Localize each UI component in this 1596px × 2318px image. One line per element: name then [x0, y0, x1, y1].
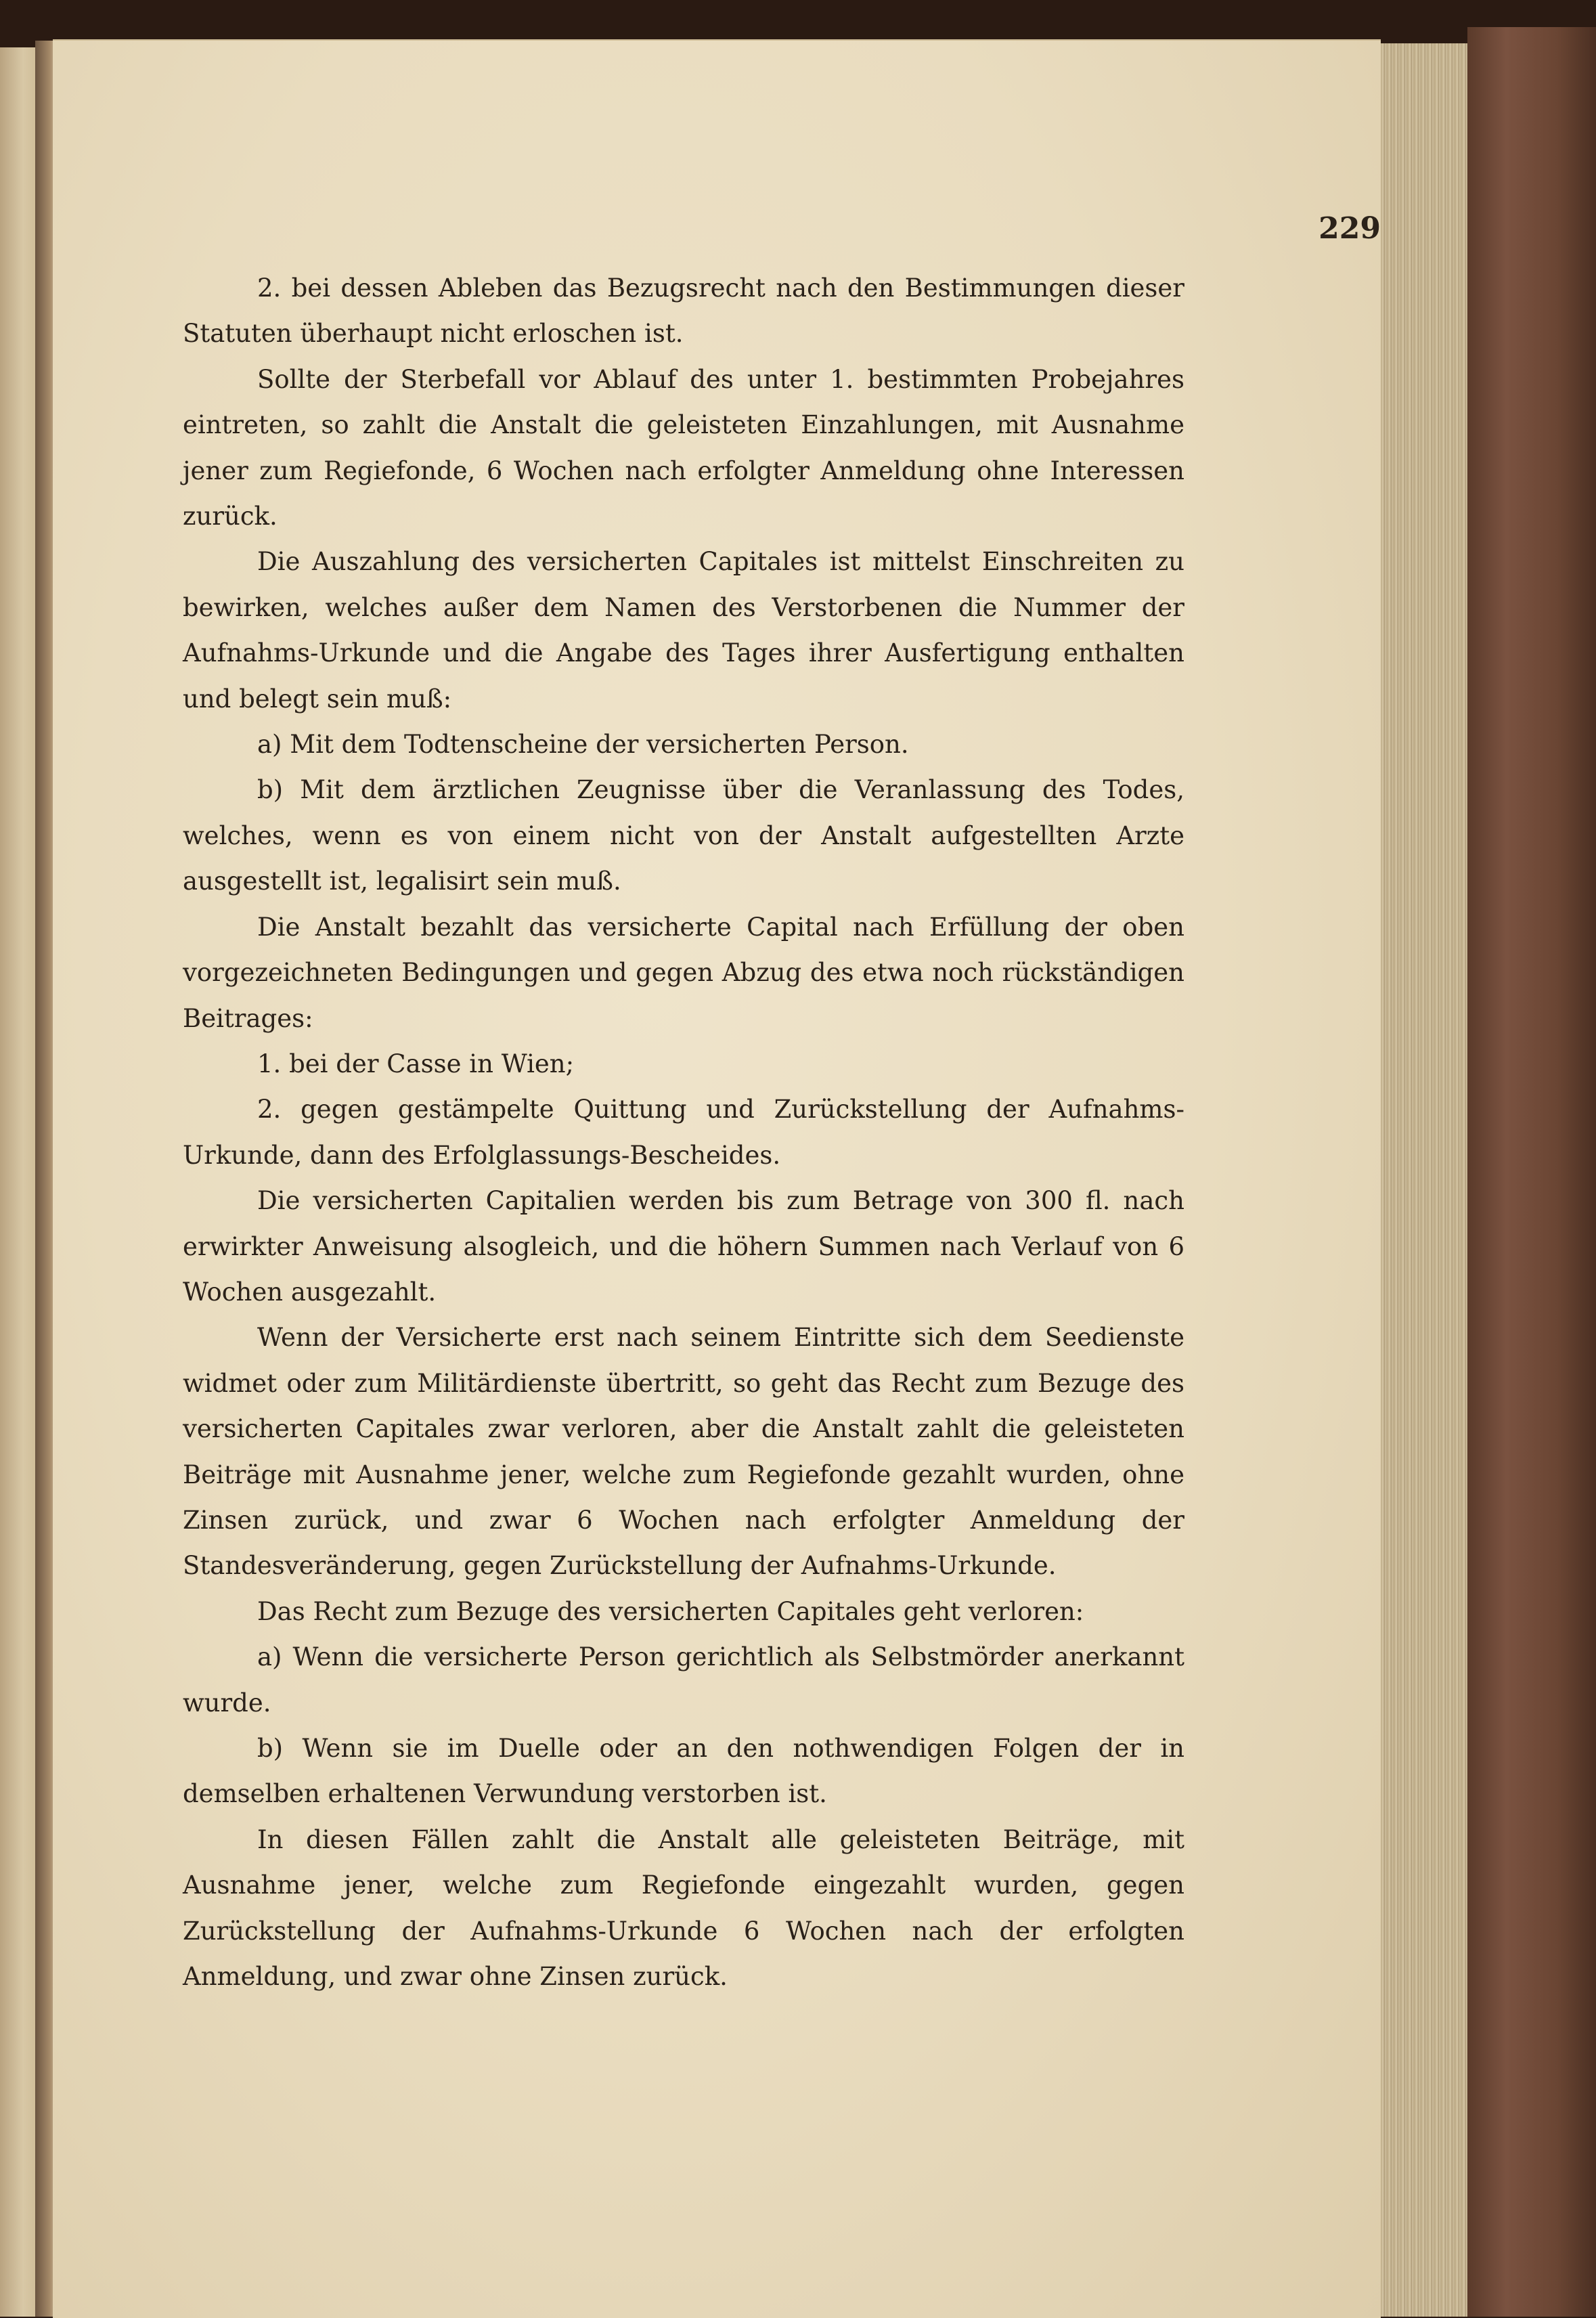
paragraph: b) Wenn sie im Duelle oder an den nothwendigen Folgen der in demselben erhaltenen Verwundung verstorben ist. [183, 1734, 1184, 1809]
page-number: 229 [1318, 211, 1381, 246]
paragraph: a) Wenn die versicherte Person gerichtlich als Selbstmörder anerkannt wurde. [183, 1642, 1184, 1718]
paragraph: Sollte der Sterbefall vor Ablauf des unter 1. bestimmten Probejahres eintreten, so zahlt die Anstalt die geleisteten Einzahlungen, mit Ausnahme jener zum Regiefonde, 6 Wochen nach erfolgter Anmeldung ohne Interessen zurück. [183, 364, 1184, 531]
paragraph: 2. bei dessen Ableben das Bezugsrecht nach den Bestimmungen dieser Statuten überhaupt nicht erloschen ist. [183, 274, 1184, 349]
paragraph: Die Anstalt bezahlt das versicherte Capital nach Erfüllung der oben vorgezeichneten Bedingungen und gegen Abzug des etwa noch rückständigen Beitrages: [183, 912, 1184, 1033]
body-text [183, 265, 1184, 1999]
page-block-edges [1378, 43, 1467, 2317]
paragraph: Das Recht zum Bezuge des versicherten Capitales geht verloren: [257, 1596, 1084, 1626]
paragraph: In diesen Fällen zahlt die Anstalt alle geleisteten Beiträge, mit Ausnahme jener, welche zum Regiefonde eingezahlt wurden, gegen Zurückstellung der Aufnahms-Urkunde 6 Wochen nach der erfolgten Anmeldung, und zwar ohne Zinsen zurück. [183, 1824, 1184, 1992]
paragraph: Wenn der Versicherte erst nach seinem Eintritte sich dem Seedienste widmet oder zum Militärdienste übertritt, so geht das Recht zum Bezuge des versicherten Capitales zwar verloren, aber die Anstalt zahlt die geleisteten Beiträge mit Ausnahme jener, welche zum Regiefonde gezahlt wurden, ohne Zinsen zurück, und zwar 6 Wochen nach erfolgter Anmeldung der Standesveränderung, gegen Zurückstellung der Aufnahms-Urkunde. [183, 1323, 1184, 1581]
book-cover [1467, 27, 1596, 2317]
paragraph: 1. bei der Casse in Wien; [257, 1049, 575, 1078]
paragraph: Die Auszahlung des versicherten Capitales ist mittelst Einschreiten zu bewirken, welches außer dem Namen des Verstorbenen die Nummer der Aufnahms-Urkunde und die Angabe des Tages ihrer Ausfertigung enthalten und belegt sein muß: [183, 547, 1184, 714]
paragraph: Die versicherten Capitalien werden bis zum Betrage von 300 fl. nach erwirkter Anweisung alsogleich, und die höhern Summen nach Verlauf von 6 Wochen ausgezahlt. [183, 1186, 1184, 1307]
paragraph: b) Mit dem ärztlichen Zeugnisse über die Veranlassung des Todes, welches, wenn es von einem nicht von der Anstalt aufgestellten Arzte ausgestellt ist, legalisirt sein muß. [183, 775, 1184, 896]
paragraph: 2. gegen gestämpelte Quittung und Zurückstellung der Aufnahms-Urkunde, dann des Erfolglassungs-Bescheides. [183, 1095, 1184, 1170]
paragraph: a) Mit dem Todtenscheine der versicherten Person. [257, 730, 909, 760]
